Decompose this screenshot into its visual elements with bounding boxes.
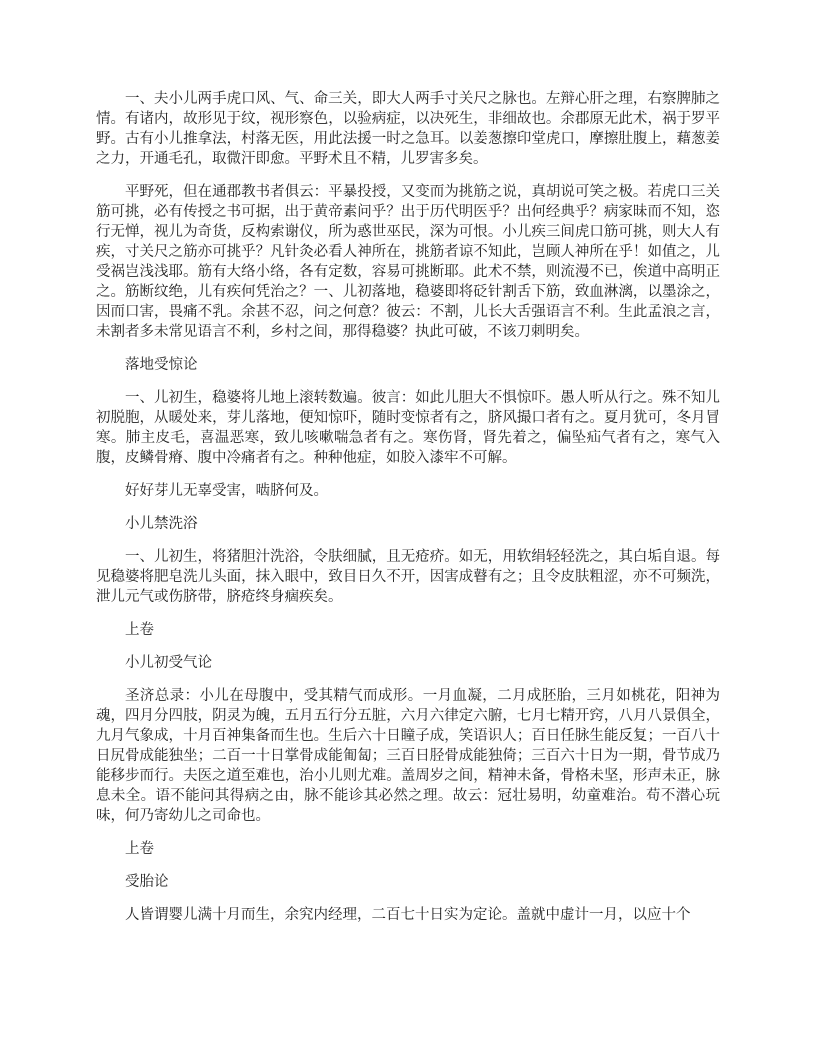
body-paragraph: 平野死，但在通郡教书者俱云：平暴投授，又变而为挑筋之说，真胡说可笑之极。若虎口三关筋可挑，必有传授之书可据，出于黄帝素问乎？出于历代明医乎？出何经典乎？病家昧而不知，恣行无惮，视儿为奇货，反构索谢仪，所为惑世巫民，深为可恨。小儿疾三间虎口筋可挑，则大人有疾，寸关尺之筋亦可挑乎？凡针灸必看人神所在，挑筋者谅不知此，岂顾人神所在乎！如值之，儿受祸岂浅浅耶。筋有大络小络，各有定数，容易可挑断耶。此术不禁，则流漫不已，俟道中高明正之。筋断纹绝，儿有疾何凭治之？一、儿初落地，稳婆即将砭针割舌下筋，致血淋漓，以墨涂之，因而口害，畏痛不乳。余甚不忍，问之何意？彼云：不割，儿长大舌强语言不利。生此孟浪之言，未割者多未常见语言不利，乡村之间，那得稳婆？执此可破，不该刀刺明矣。 (96, 184, 720, 340)
section-heading: 落地受惊论 (125, 357, 198, 373)
section-heading: 受胎论 (125, 874, 169, 890)
body-paragraph: 一、夫小儿两手虎口风、气、命三关，即大人两手寸关尺之脉也。左辩心肝之理，右察脾肺之情。有诸内，故形见于纹，视形察色，以验病症，以决死生，非细故也。余郡原无此术，祸于罗平野。古有小儿推拿法，村落无医，用此法援一时之急耳。以姜葱擦印堂虎口，摩擦肚腹上，藉葱姜之力，开通毛孔，取微汗即愈。平野术且不精，儿罗害多矣。 (96, 91, 720, 167)
section-heading: 小儿禁洗浴 (125, 516, 198, 532)
body-paragraph: 一、儿初生，将猪胆汁洗浴，令肤细腻，且无疮疥。如无，用软绢轻轻洗之，其白垢自退。每见稳婆将肥皂洗儿头面，抹入眼中，致目日久不开，因害成瞽有之；且令皮肤粗涩，亦不可频洗，泄儿元气或伤脐带，脐疮终身痼疾矣。 (96, 549, 720, 605)
body-paragraph: 一、儿初生，稳婆将儿地上滚转数遍。彼言：如此儿胆大不惧惊吓。愚人听从行之。殊不知儿初脱胞，从暖处来，芽儿落地，便知惊吓，随时变惊者有之，脐风撮口者有之。夏月犹可，冬月冒寒。肺主皮毛，喜温恶寒，致儿咳嗽喘急者有之。寒伤肾，肾先着之，偏坠疝气者有之，寒气入腹，皮鳞骨瘠、腹中冷痛者有之。种种他症，如胶入漆牢不可解。 (96, 390, 720, 466)
document-body (96, 89, 720, 938)
section-heading: 上卷 (125, 622, 154, 638)
body-paragraph: 好好芽儿无辜受害，啮脐何及。 (125, 483, 328, 499)
body-paragraph: 人皆谓婴儿满十月而生，余究内经理，二百七十日实为定论。盖就中虚计一月，以应十个 (125, 907, 691, 923)
section-heading: 小儿初受气论 (125, 655, 212, 671)
section-heading: 上卷 (125, 841, 154, 857)
body-paragraph: 圣济总录：小儿在母腹中，受其精气而成形。一月血凝，二月成胚胎，三月如桃花，阳神为魂，四月分四肢，阴灵为魄，五月五行分五脏，六月六律定六腑，七月七精开窍，八月八景俱全，九月气象成，十月百神集备而生也。生后六十日瞳子成，笑语识人；百日任脉生能反复；一百八十日尻骨成能独坐；二百一十日掌骨成能匍匐；三百日胫骨成能独倚；三百六十日为一期，骨节成乃能移步而行。夫医之道至难也，治小儿则尤难。盖周岁之间，精神未备，骨格未坚，形声未正，脉息未全。语不能问其得病之由，脉不能诊其必然之理。故云：冠壮易明，幼童难治。苟不潜心玩味，何乃寄幼儿之司命也。 (96, 688, 720, 824)
